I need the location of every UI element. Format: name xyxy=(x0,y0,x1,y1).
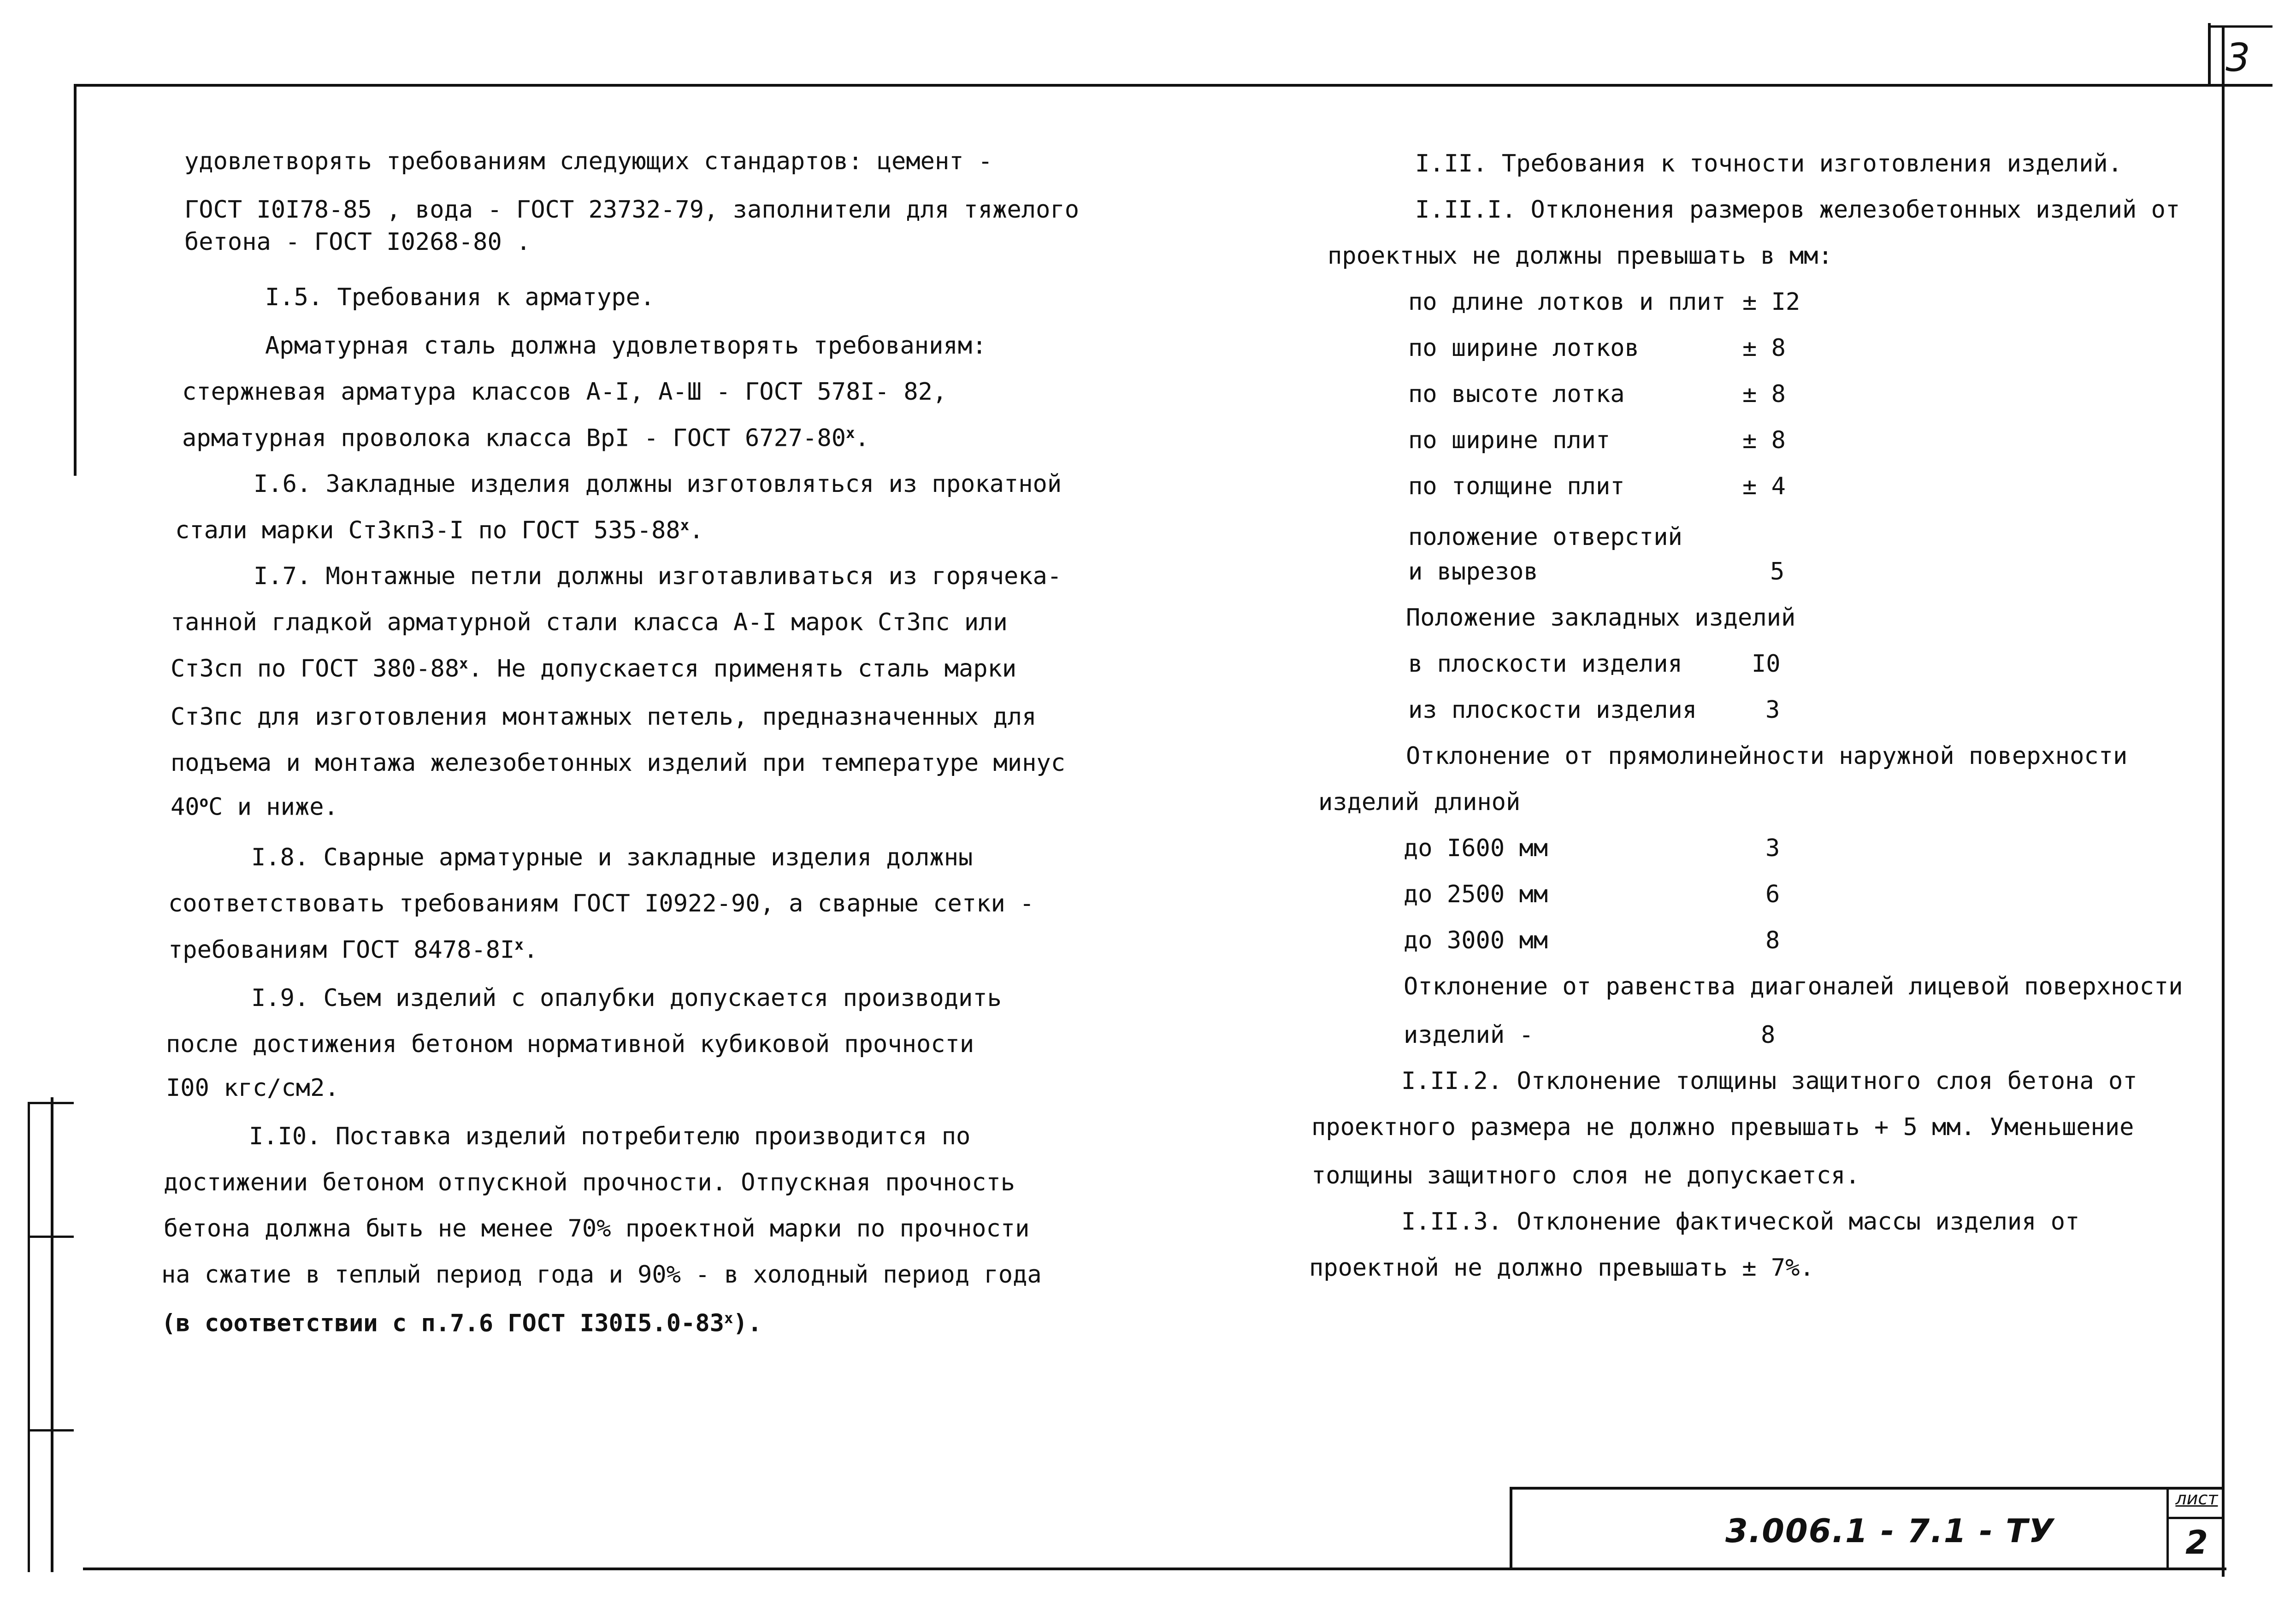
text-line: I.II.3. Отклонение фактической массы изделия от xyxy=(1401,1208,2080,1236)
text-line: арматурная проволока класса ВрI - ГОСТ $6727-80^х$. xyxy=(182,424,869,452)
frame-right-line xyxy=(2222,28,2225,1577)
tolerance-value: 6 xyxy=(1765,881,1780,908)
text-line: I.II.2. Отклонение толщины защитного слоя бетона от xyxy=(1401,1067,2137,1095)
document-code: 3.006.1 - 7.1 - ТУ xyxy=(1725,1512,2055,1550)
text-line: I.6. Закладные изделия должны изготовляться из прокатной xyxy=(254,470,1062,498)
text-line: бетона - ГОСТ I0268-80 . xyxy=(184,228,531,256)
text-line: толщины защитного слоя не допускается. xyxy=(1311,1162,1860,1189)
text-line: достижении бетоном отпускной прочности. Отпускная прочность xyxy=(164,1169,1015,1196)
text-line: стали марки Ст3кп3-I по ГОСТ $535-88^х$. xyxy=(175,516,704,544)
tolerance-value: ± I2 xyxy=(1742,288,1800,316)
tolerance-label: в плоскости изделия xyxy=(1408,650,1682,678)
tolerance-label: по длине лотков и плит xyxy=(1408,288,1726,316)
sheet-label: лист xyxy=(2175,1488,2218,1508)
text-line: Ст3пс для изготовления монтажных петель, предназначенных для xyxy=(171,703,1037,731)
frame-left-line xyxy=(74,84,77,476)
tolerance-label: и вырезов xyxy=(1408,558,1538,586)
text-line: I.II.I. Отклонения размеров железобетонных изделий от xyxy=(1415,196,2180,224)
text-line: Отклонение от прямолинейности наружной поверхности xyxy=(1406,742,2128,770)
tolerance-value: 3 xyxy=(1765,696,1780,724)
tolerance-label: из плоскости изделия xyxy=(1408,696,1697,724)
tolerance-value: I0 xyxy=(1752,650,1781,678)
text-line: проектного размера не должно превышать + 5 мм. Уменьшение xyxy=(1311,1113,2134,1141)
text-line: Ст3сп по ГОСТ $380-88^х$. Не допускается применять сталь марки xyxy=(171,655,1017,683)
binding-margin-line xyxy=(51,1097,53,1572)
text-line: изделий длиной xyxy=(1318,788,1521,816)
tolerance-label: до 3000 мм xyxy=(1404,927,1548,954)
text-line: подъема и монтажа железобетонных изделий при температуре минус xyxy=(171,749,1066,777)
tolerance-label: по ширине лотков xyxy=(1408,334,1639,362)
sheet-number: 2 xyxy=(2185,1524,2208,1562)
stamp-left-line xyxy=(1510,1487,1512,1570)
text-line: I.8. Сварные арматурные и закладные изделия должны xyxy=(251,844,973,871)
text-line: удовлетворять требованиям следующих стандартов: цемент - xyxy=(184,148,993,175)
text-line: ГОСТ I0I78-85 , вода - ГОСТ 23732-79, заполнители для тяжелого xyxy=(184,196,1080,224)
text-line: I.7. Монтажные петли должны изготавливаться из горячека- xyxy=(254,562,1062,590)
frame-left-lower xyxy=(28,1102,30,1572)
tolerance-value: 3 xyxy=(1765,834,1780,862)
text-line: танной гладкой арматурной стали класса А-I марок Ст3пс или xyxy=(171,609,1008,636)
text-line: после достижения бетоном нормативной кубиковой прочности xyxy=(166,1030,974,1058)
tolerance-value: ± 8 xyxy=(1742,426,1786,454)
text-line: Положение закладных изделий xyxy=(1406,604,1796,632)
frame-top-line xyxy=(74,84,2272,87)
text-line: проектной не должно превышать ± 7%. xyxy=(1309,1254,1814,1282)
text-line: требованиям ГОСТ $8478-8I^х$. xyxy=(168,936,538,964)
text-line: I00 кгс/см2. xyxy=(166,1074,339,1102)
stamp-sheet-divider xyxy=(2166,1487,2169,1570)
tolerance-value: 5 xyxy=(1770,558,1785,586)
tolerance-label: по ширине плит xyxy=(1408,426,1611,454)
text-line: Арматурная сталь должна удовлетворять требованиям: xyxy=(265,332,987,360)
text-line: I.9. Съем изделий с опалубки допускается производить xyxy=(251,984,1002,1012)
tolerance-value: 8 xyxy=(1761,1021,1776,1049)
text-line: бетона должна быть не менее 70% проектной марки по прочности xyxy=(164,1215,1030,1242)
stamp-top-line xyxy=(1510,1487,2224,1490)
tolerance-label: положение отверстий xyxy=(1408,523,1682,551)
tolerance-value: ± 8 xyxy=(1742,334,1786,362)
binding-tick-3 xyxy=(28,1429,74,1432)
binding-tick-1 xyxy=(28,1102,74,1104)
binding-tick-2 xyxy=(28,1236,74,1238)
frame-bottom-line xyxy=(83,1568,2226,1570)
text-line: стержневая арматура классов А-I, А-Ш - ГОСТ 578I- 82, xyxy=(182,378,947,406)
section-heading: I.II. Требования к точности изготовления изделий. xyxy=(1415,150,2123,177)
stamp-sheet-hline xyxy=(2166,1517,2224,1519)
text-line: проектных не должны превышать в мм: xyxy=(1328,242,1833,270)
text-line: I.I0. Поставка изделий потребителю производится по xyxy=(249,1123,971,1150)
tolerance-value: 8 xyxy=(1765,927,1780,954)
section-heading: I.5. Требования к арматуре. xyxy=(265,284,655,311)
tolerance-label: до I600 мм xyxy=(1404,834,1548,862)
page-number: 3 xyxy=(2225,35,2250,80)
tolerance-value: ± 4 xyxy=(1742,473,1786,500)
text-line: (в соответствии с п.7.6 ГОСТ $I30I5.0-83^х$). xyxy=(161,1309,762,1337)
text-line: Отклонение от равенства диагоналей лицевой поверхности xyxy=(1404,973,2183,1000)
text-line: изделий - xyxy=(1404,1021,1534,1049)
tolerance-label: по высоте лотка xyxy=(1408,380,1625,408)
text-line: на сжатие в теплый период года и 90% - в холодный период года xyxy=(161,1261,1042,1289)
text-line: $40^оС$ и ниже. xyxy=(171,793,338,821)
tolerance-label: по толщине плит xyxy=(1408,473,1625,500)
text-line: соответствовать требованиям ГОСТ I0922-90, а сварные сетки - xyxy=(168,890,1034,917)
tolerance-value: ± 8 xyxy=(1742,380,1786,408)
tolerance-label: до 2500 мм xyxy=(1404,881,1548,908)
